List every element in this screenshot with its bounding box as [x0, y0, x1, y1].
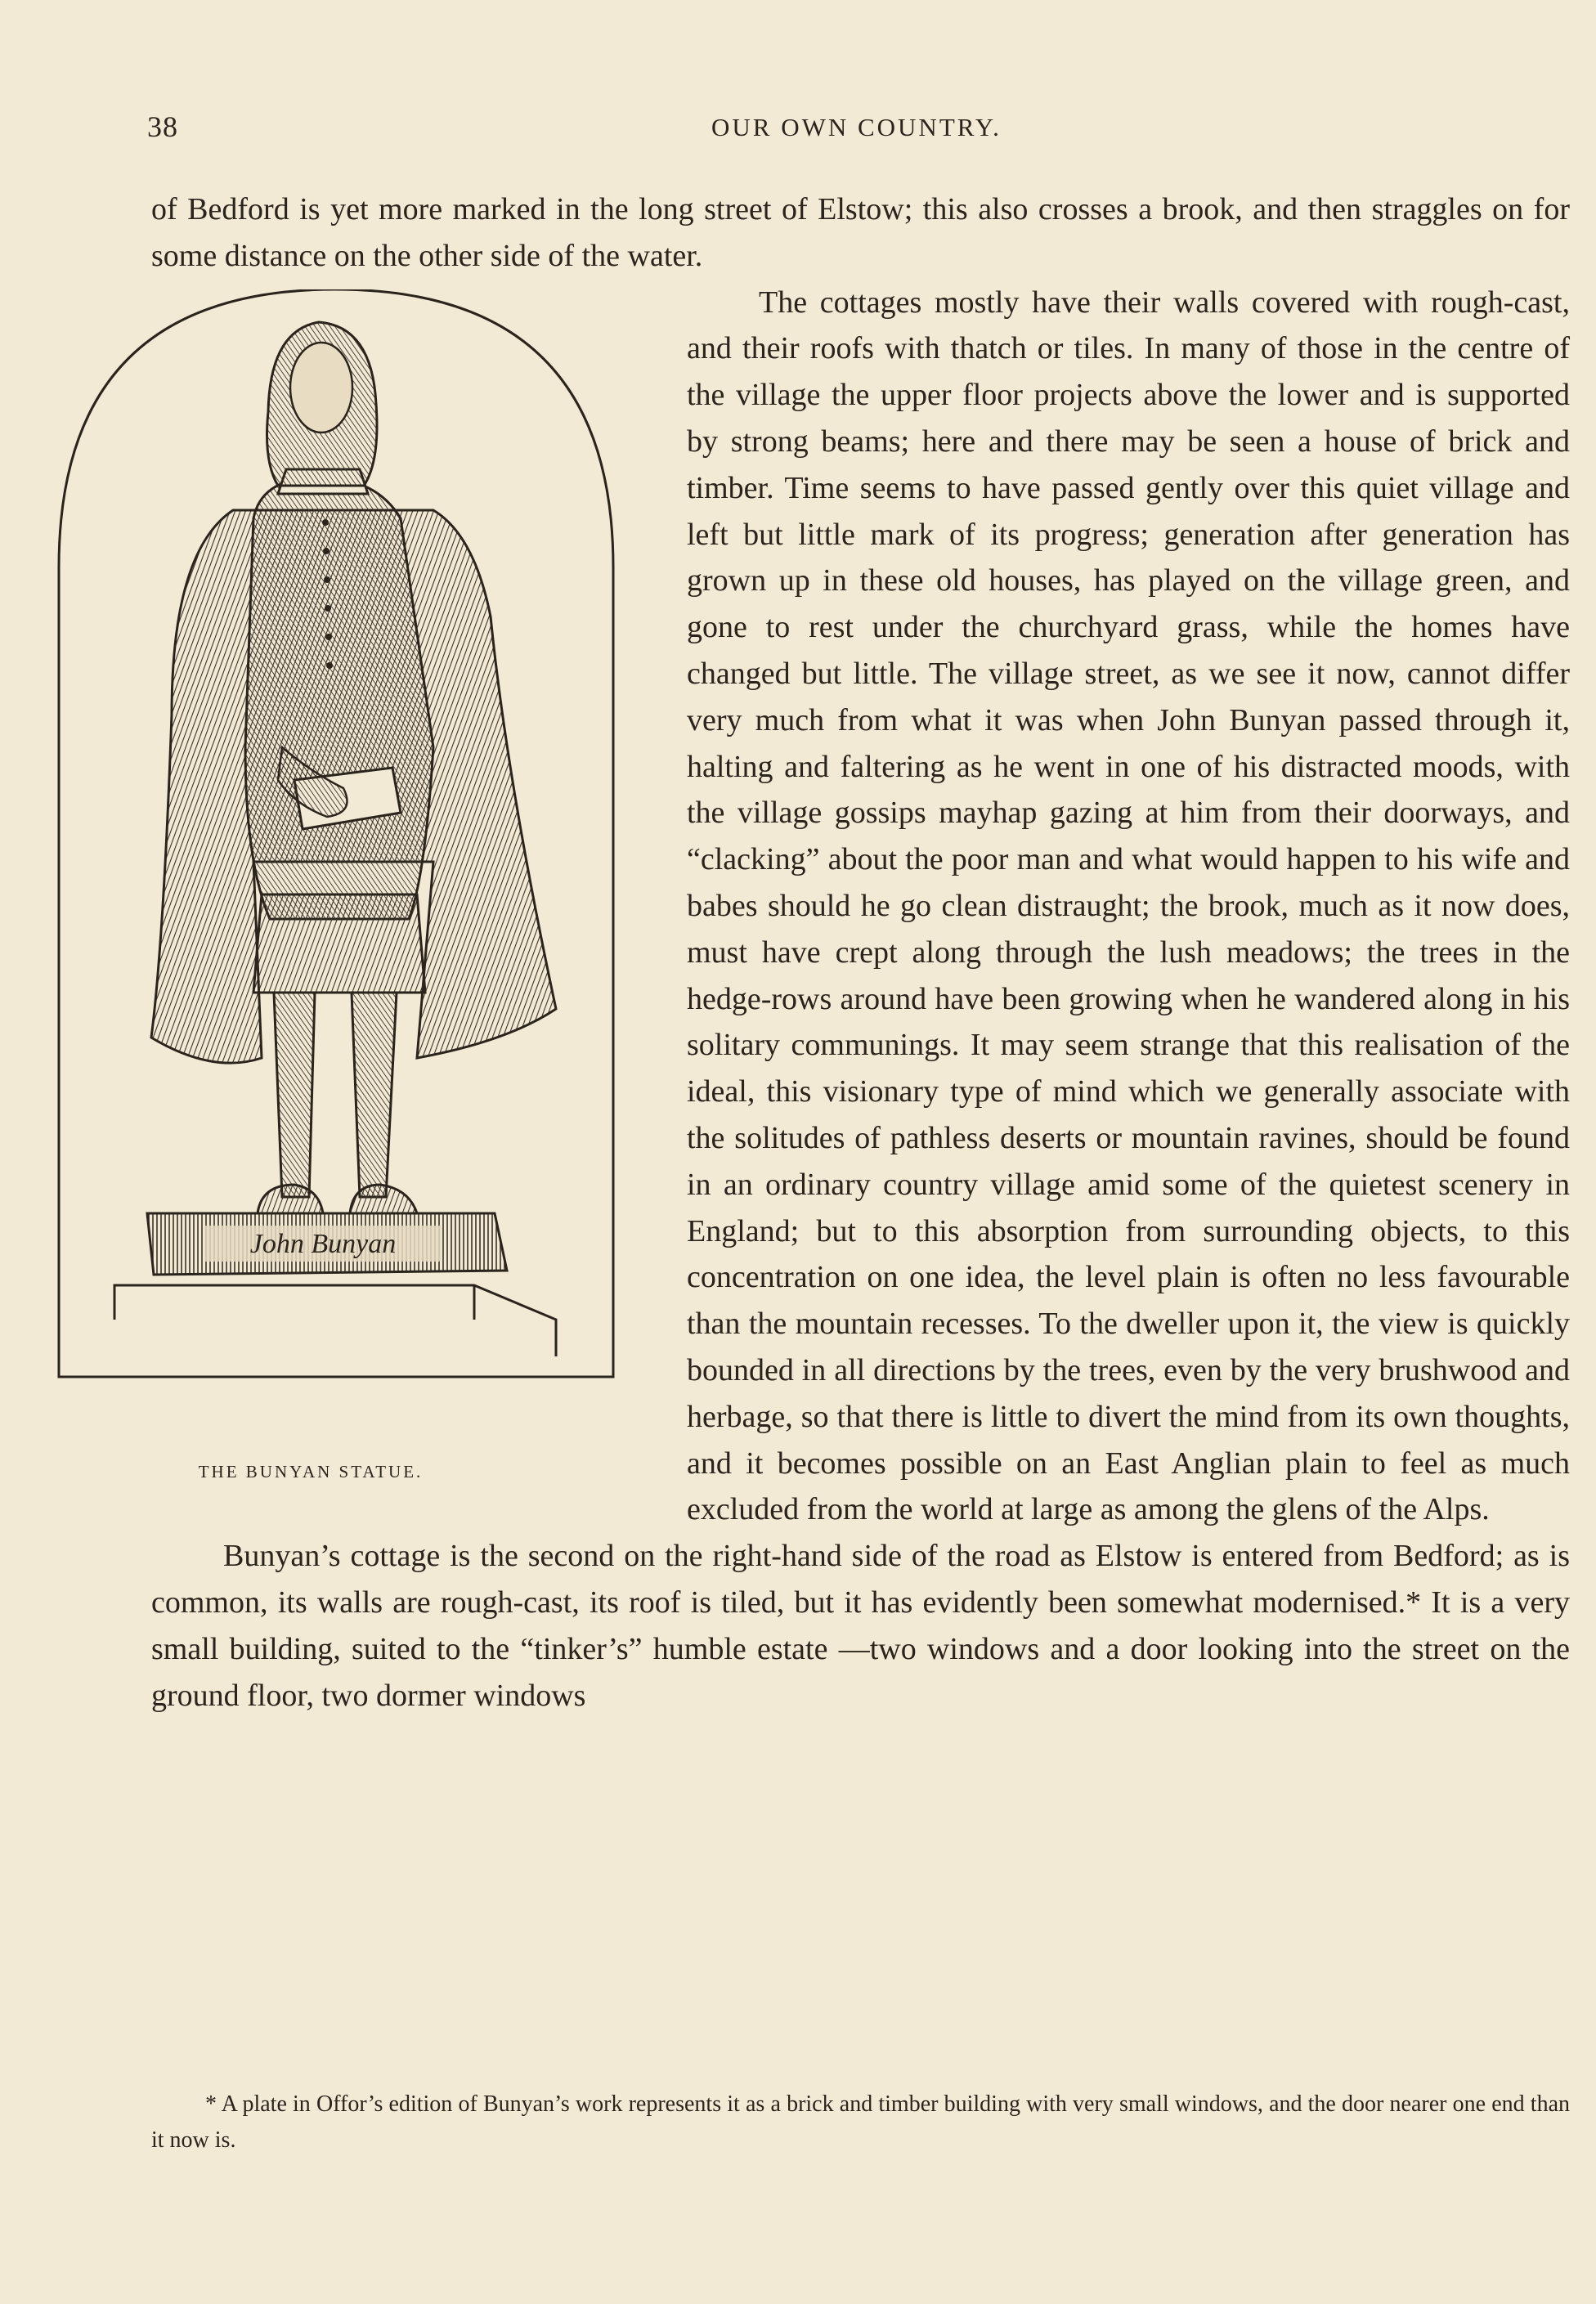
bunyan-statue-figure: [0, 289, 621, 1506]
footnote: * A plate in Offor’s edition of Bunyan’s work represents it as a brick and timber building with very small windows, and the door nearer one end than it now is.: [151, 2091, 1570, 2153]
paragraph-1: of Bedford is yet more marked in the long street of Elstow; this also crosses a brook, and then straggles on for some distance on the other side of the water.: [151, 192, 1570, 273]
running-head: OUR OWN COUNTRY.: [711, 113, 1002, 141]
statue-face: [290, 343, 352, 433]
figure-caption: THE BUNYAN STATUE.: [198, 1461, 424, 1481]
paragraph-2: The cottages mostly have their walls covered with rough-cast, and their roofs with thatch or tiles. In many of those in the centre of the village the upper floor projects above the lower and is supported by strong beams; here and there may be seen a house of brick and timber. Time seems to have passed gently over this quiet village and left but little mark of its progress; generation after generation has grown up in these old houses, has played on the village green, and gone to rest under the churchyard grass, while the homes have changed but little. The village street, as we see it now, cannot differ very much from what it was when John Bunyan passed through it, halting and faltering as he went in one of his distracted moods, with the village gossips mayhap gazing at him from their doorways, and “clacking” about the poor man and what would happen to his wife and babes should he go clean distraught; the brook, much as it now does, must have crept along through the lush meadows; the trees in the hedge-rows around have been growing when he wandered along in his solitary communings. It may seem strange that this realisation of the ideal, this visionary type of mind which we generally associate with the solitudes of pathless deserts or mountain ravines, should be found in an ordinary country village amid some of the quietest scenery in England; but to this absorption from surrounding objects, to this concentration on one idea, the level plain is often no less favourable than the mountain recesses. To the dweller upon it, the view is quickly bounded in all directions by the trees, even by the very brushwood and herbage, so that there is little to divert the mind from its own thoughts, and it becomes possible on an East Anglian plain to feel as much excluded from the world at large as among the glens of the Alps.: [687, 285, 1570, 1527]
body-text: [151, 186, 1570, 1719]
paragraph-3: Bunyan’s cottage is the second on the right-hand side of the road as Elstow is entered from Bedford; as is common, its walls are rough-cast, its roof is tiled, but it has evidently been somewhat modernised.* It is a very small building, suited to the “tinker’s” humble estate —two windows and a door looking into the street on the ground floor, two dormer windows: [151, 1539, 1570, 1713]
plinth-inscription: John Bunyan: [249, 1228, 397, 1259]
page-number: 38: [147, 110, 178, 143]
bunyan-statue-illustration: [49, 289, 621, 1434]
statue-coat: [245, 477, 433, 919]
